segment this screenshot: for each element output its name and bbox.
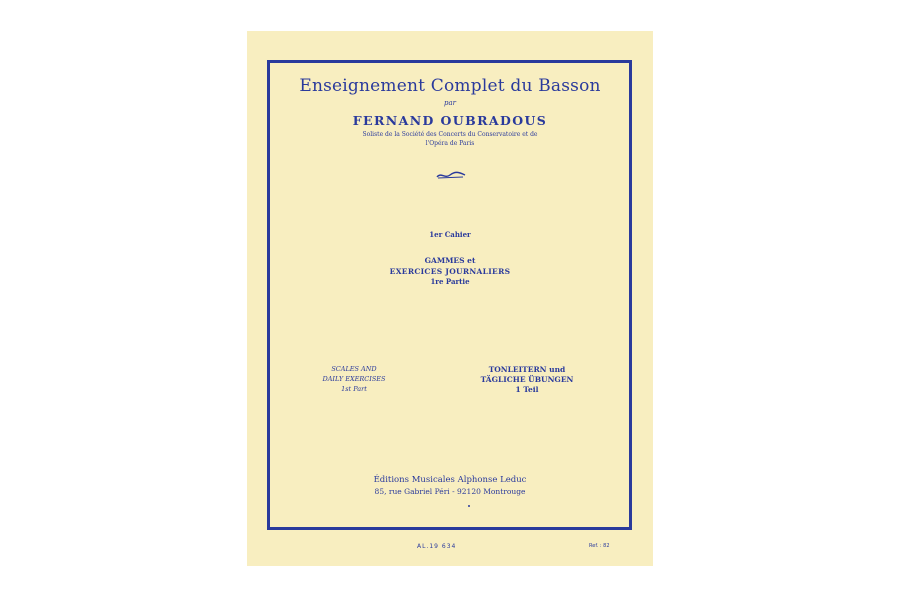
author-affiliation-line2: l'Opéra de Paris [425,140,475,147]
score-cover [247,31,653,566]
german-subtitle-line2: TÄGLICHE ÜBUNGEN [480,375,574,384]
volume-label: 1er Cahier [429,230,471,239]
french-subtitle-line3: 1re Partie [430,277,470,286]
publisher-name: Éditions Musicales Alphonse Leduc [373,475,527,485]
by-label: par [443,99,456,107]
german-subtitle-line1: TONLEITERN und [488,365,566,374]
german-subtitle [457,366,597,396]
author-name: FERNAND OUBRADOUS [352,113,548,128]
author-affiliation-line1: Soliste de la Société des Concerts du Conservatoire et de [362,131,538,138]
french-subtitle-line1: GAMMES et [424,256,476,265]
french-subtitle-line2: EXERCICES JOURNALIERS [389,267,511,276]
decorative-dot [468,505,470,507]
cover-title: Enseignement Complet du Basson [299,76,601,96]
catalog-number: AL.19 634 [417,543,457,550]
german-subtitle-line3: 1 Teil [515,385,539,394]
english-subtitle [289,366,419,396]
reference-number: Ref. : 82 [589,543,610,549]
publisher-address: 85, rue Gabriel Péri - 92120 Montrouge [374,487,526,496]
english-subtitle-line1: SCALES AND [331,365,377,373]
english-subtitle-line2: DAILY EXERCISES [322,375,386,383]
english-subtitle-line3: 1st Part [341,385,367,393]
flourish-ornament-icon [435,169,467,181]
